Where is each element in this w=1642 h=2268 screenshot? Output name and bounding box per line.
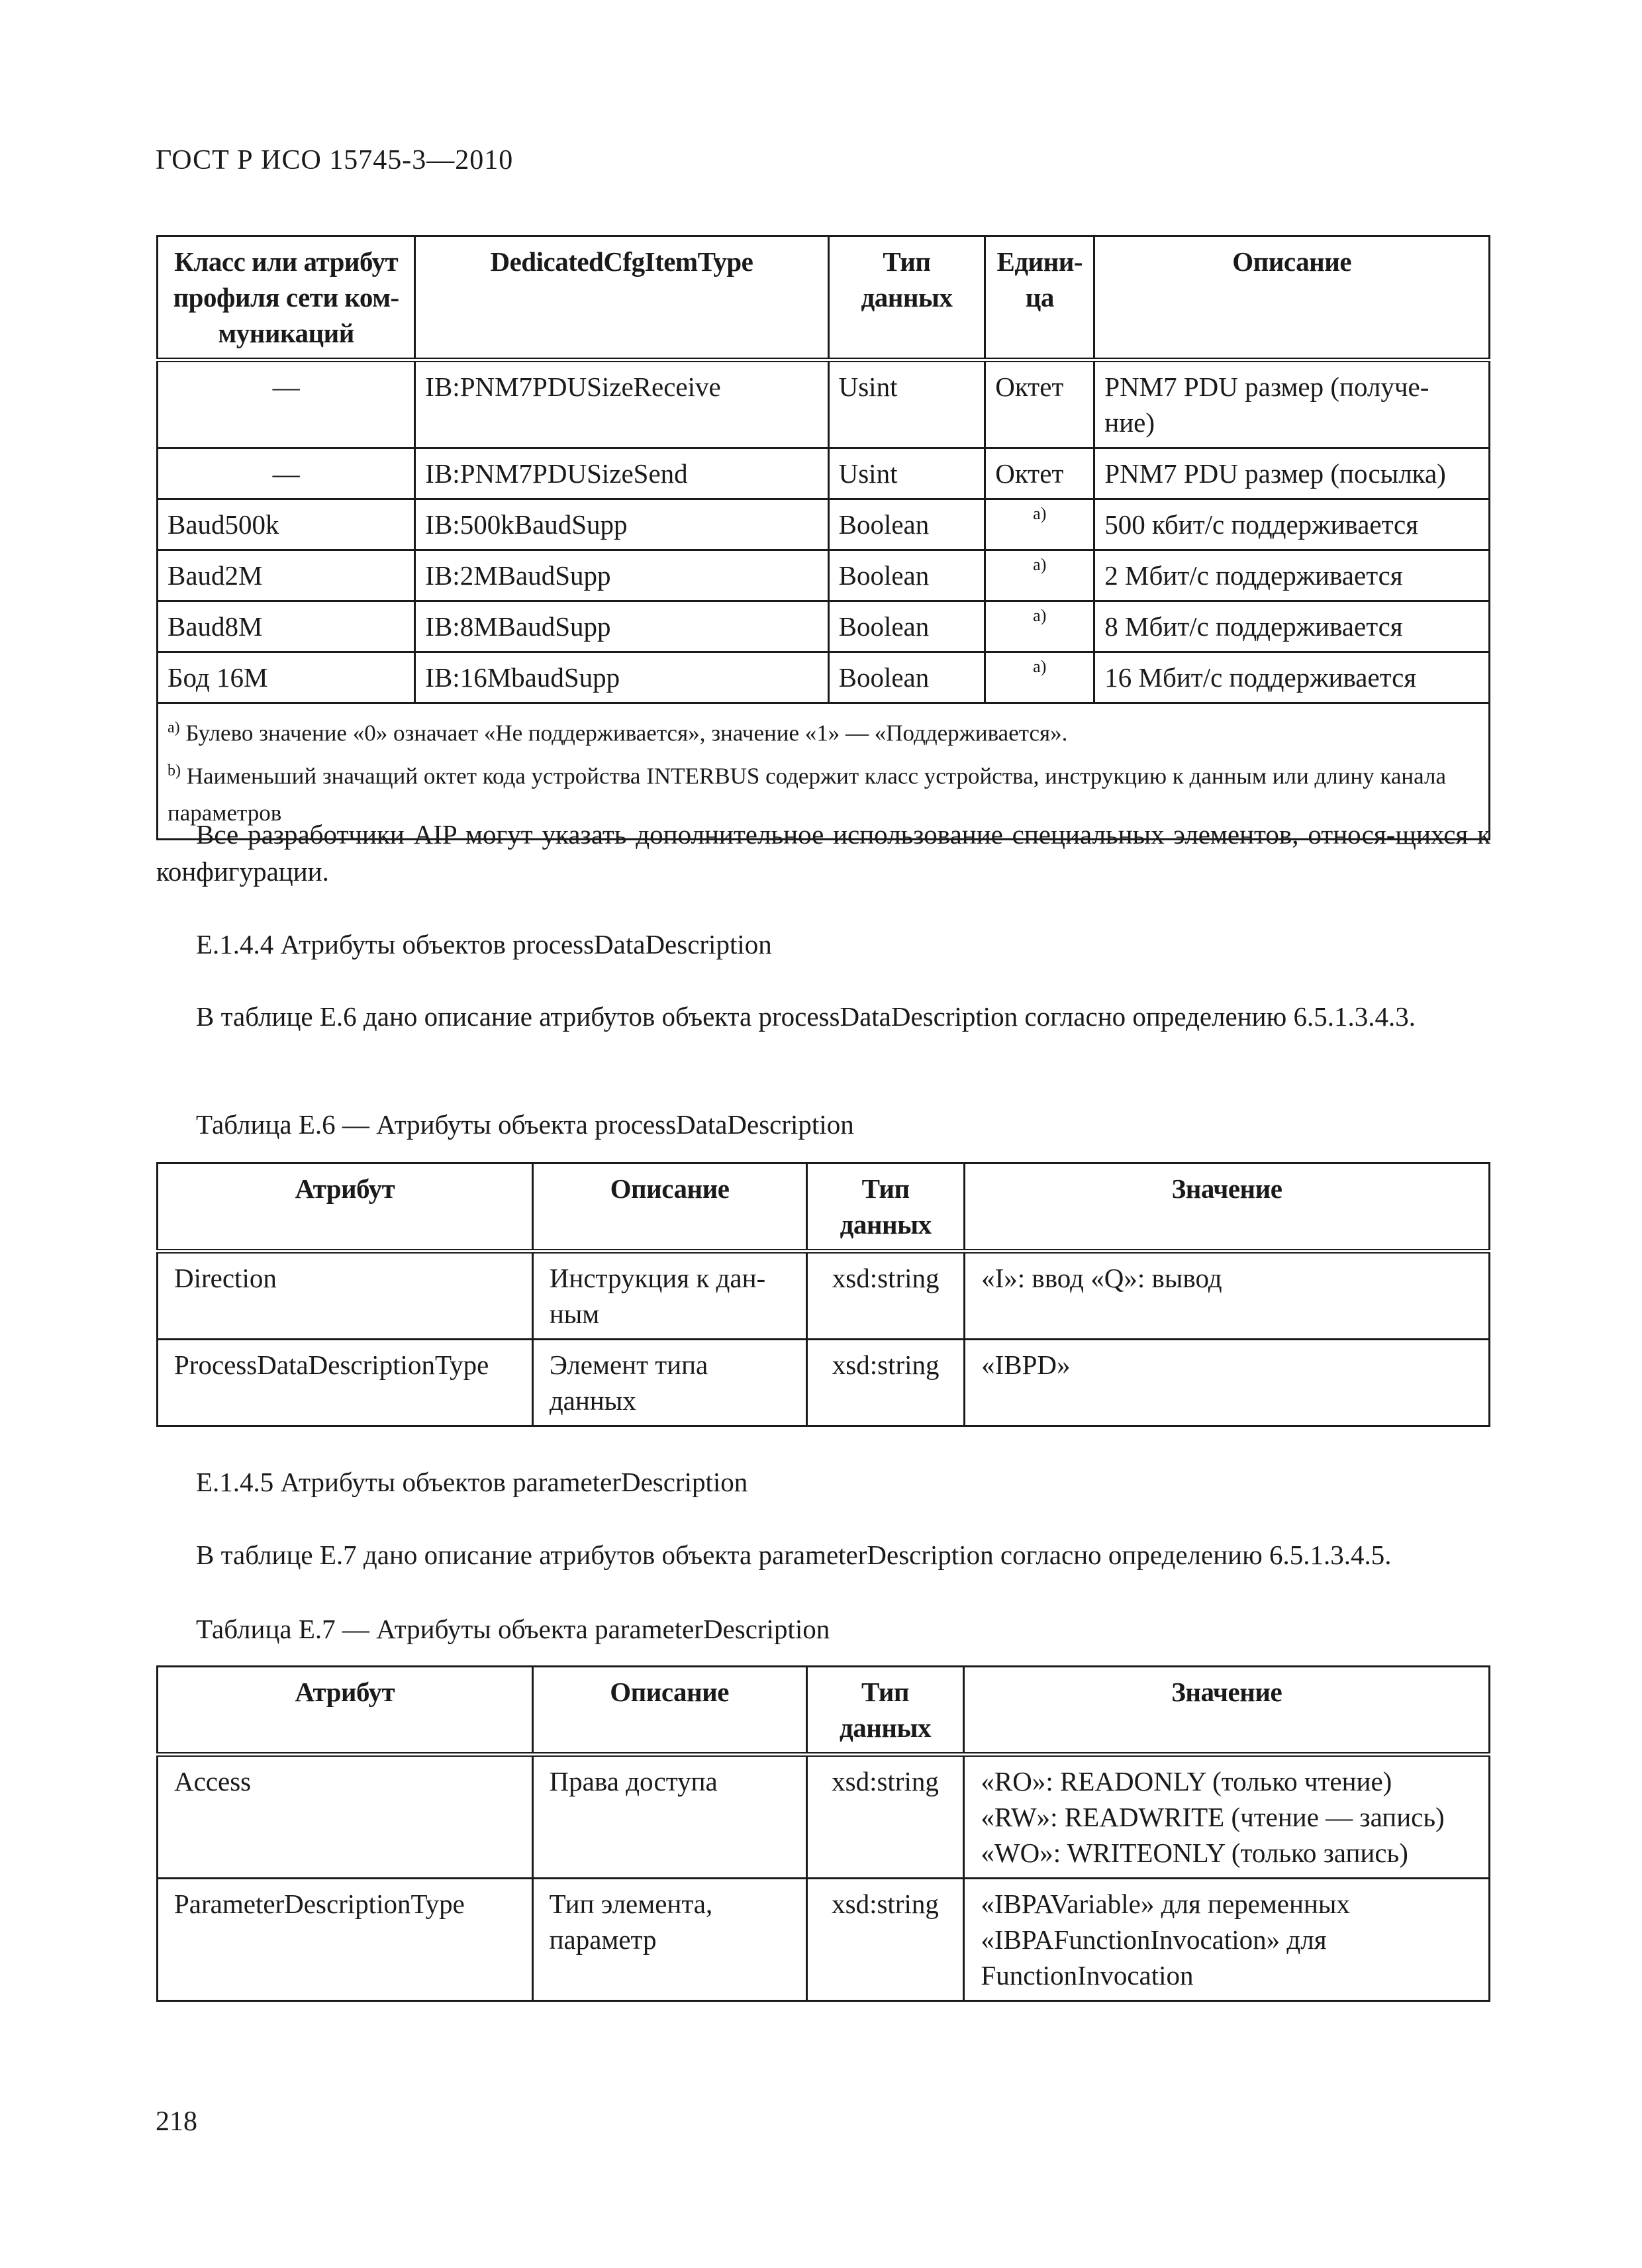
table-cell: IB:16MbaudSupp bbox=[415, 652, 828, 703]
table-cell: IB:PNM7PDUSizeSend bbox=[415, 448, 828, 499]
table-header-row bbox=[158, 1163, 1490, 1252]
table-cell: Boolean bbox=[828, 550, 985, 601]
table-cell bbox=[964, 1755, 1490, 1879]
footnote-mark: a) bbox=[168, 719, 180, 736]
table-header-row bbox=[158, 1667, 1490, 1755]
value-line: «IBPAFunctionInvocation» для FunctionInvocation bbox=[981, 1924, 1327, 1991]
table-cell: Boolean bbox=[828, 601, 985, 652]
table-cell: Direction bbox=[158, 1252, 533, 1340]
table-cell: 500 кбит/с поддерживается bbox=[1094, 499, 1490, 550]
process-data-description-table bbox=[156, 1162, 1490, 1427]
page-number: 218 bbox=[156, 2106, 197, 2137]
header-cell: Описание bbox=[532, 1163, 806, 1252]
config-items-table bbox=[156, 235, 1490, 840]
header-cell: Класс или атрибут профиля сети ком-муникаций bbox=[158, 236, 415, 360]
table-cell: Usint bbox=[828, 360, 985, 448]
footnote-ref: a) bbox=[985, 601, 1094, 652]
header-cell: DedicatedCfgItemType bbox=[415, 236, 828, 360]
table-header-row bbox=[158, 236, 1490, 360]
table-row bbox=[158, 499, 1490, 550]
table-cell: PNM7 PDU размер (получе-ние) bbox=[1094, 360, 1490, 448]
table-cell: «IBPD» bbox=[965, 1340, 1490, 1426]
table-cell: Baud2M bbox=[158, 550, 415, 601]
footnote-ref: a) bbox=[985, 499, 1094, 550]
header-cell: Значение bbox=[965, 1163, 1490, 1252]
table-cell: Boolean bbox=[828, 652, 985, 703]
table-cell: ParameterDescriptionType bbox=[158, 1879, 533, 2001]
header-cell: Описание bbox=[1094, 236, 1490, 360]
table-row bbox=[158, 1340, 1490, 1426]
table-cell: 2 Мбит/с поддерживается bbox=[1094, 550, 1490, 601]
table-cell: IB:500kBaudSupp bbox=[415, 499, 828, 550]
table-cell: IB:PNM7PDUSizeReceive bbox=[415, 360, 828, 448]
document-header: ГОСТ Р ИСО 15745-3—2010 bbox=[156, 145, 514, 175]
footnote-ref: a) bbox=[985, 652, 1094, 703]
table-cell: Бод 16M bbox=[158, 652, 415, 703]
header-cell: Едини-ца bbox=[985, 236, 1094, 360]
table-cell: Элемент типа данных bbox=[532, 1340, 806, 1426]
header-cell: Тип данных bbox=[828, 236, 985, 360]
body-paragraph: Все разработчики AIP могут указать дополнительное использование специальных элементов, относя-щихся к конфигурации. bbox=[156, 819, 1490, 887]
footnote-text: Булево значение «0» означает «Не поддерживается», значение «1» — «Поддерживается». bbox=[185, 720, 1068, 746]
table-cell: PNM7 PDU размер (посылка) bbox=[1094, 448, 1490, 499]
table-cell: 16 Мбит/с поддерживается bbox=[1094, 652, 1490, 703]
table-cell bbox=[964, 1879, 1490, 2001]
footnote-text: Наименьший значащий октет кода устройства INTERBUS содержит класс устройства, инструкцию к данным или длину канала параметров bbox=[168, 763, 1446, 826]
section-heading: Е.1.4.4 Атрибуты объектов processDataDescription bbox=[196, 929, 772, 960]
value-line: «RO»: READONLY (только чтение) bbox=[981, 1766, 1392, 1797]
table-row bbox=[158, 1252, 1490, 1340]
header-cell: Атрибут bbox=[158, 1667, 533, 1755]
table-row bbox=[158, 360, 1490, 448]
footnote-ref: a) bbox=[985, 550, 1094, 601]
table-cell: Access bbox=[158, 1755, 533, 1879]
table-cell: Boolean bbox=[828, 499, 985, 550]
table-cell: Тип элемента, параметр bbox=[532, 1879, 806, 2001]
table-cell: Usint bbox=[828, 448, 985, 499]
table-cell: xsd:string bbox=[807, 1340, 965, 1426]
table-row bbox=[158, 1879, 1490, 2001]
table-cell: Baud500k bbox=[158, 499, 415, 550]
parameter-description-table bbox=[156, 1665, 1490, 2002]
table-cell: xsd:string bbox=[806, 1879, 964, 2001]
table-cell: — bbox=[158, 448, 415, 499]
header-cell: Тип данных bbox=[806, 1667, 964, 1755]
table-cell: xsd:string bbox=[806, 1755, 964, 1879]
table-cell: Октет bbox=[985, 448, 1094, 499]
header-cell: Описание bbox=[532, 1667, 806, 1755]
table-caption: Таблица Е.6 — Атрибуты объекта processDataDescription bbox=[196, 1109, 854, 1140]
header-cell: Атрибут bbox=[158, 1163, 533, 1252]
value-line: «IBPAVariable» для переменных bbox=[981, 1889, 1350, 1919]
table-cell: Права доступа bbox=[532, 1755, 806, 1879]
table-cell: Baud8M bbox=[158, 601, 415, 652]
body-paragraph: В таблице Е.6 дано описание атрибутов объекта processDataDescription согласно определению 6.5.1.3.4.3. bbox=[196, 1001, 1416, 1032]
section-heading: Е.1.4.5 Атрибуты объектов parameterDescription bbox=[196, 1467, 748, 1497]
table-cell: — bbox=[158, 360, 415, 448]
value-line: «RW»: READWRITE (чтение — запись) bbox=[981, 1802, 1445, 1832]
table-cell: Инструкция к дан-ным bbox=[532, 1252, 806, 1340]
body-paragraph: В таблице Е.7 дано описание атрибутов объекта parameterDescription согласно определению 6.5.1.3.4.5. bbox=[196, 1540, 1392, 1570]
table-row bbox=[158, 601, 1490, 652]
table-row bbox=[158, 448, 1490, 499]
table-row bbox=[158, 652, 1490, 703]
table-cell: ProcessDataDescriptionType bbox=[158, 1340, 533, 1426]
table-cell: xsd:string bbox=[807, 1252, 965, 1340]
table-cell: IB:2MBaudSupp bbox=[415, 550, 828, 601]
footnote-a bbox=[168, 709, 1479, 752]
header-cell: Значение bbox=[964, 1667, 1490, 1755]
table-row bbox=[158, 1755, 1490, 1879]
table-row bbox=[158, 550, 1490, 601]
table-cell: IB:8MBaudSupp bbox=[415, 601, 828, 652]
table-cell: 8 Мбит/с поддерживается bbox=[1094, 601, 1490, 652]
footnote-mark: b) bbox=[168, 762, 181, 779]
value-line: «WO»: WRITEONLY (только запись) bbox=[981, 1838, 1408, 1868]
table-cell: Октет bbox=[985, 360, 1094, 448]
table-caption: Таблица Е.7 — Атрибуты объекта parameterDescription bbox=[196, 1614, 830, 1644]
header-cell: Тип данных bbox=[807, 1163, 965, 1252]
table-cell: «I»: ввод «Q»: вывод bbox=[965, 1252, 1490, 1340]
